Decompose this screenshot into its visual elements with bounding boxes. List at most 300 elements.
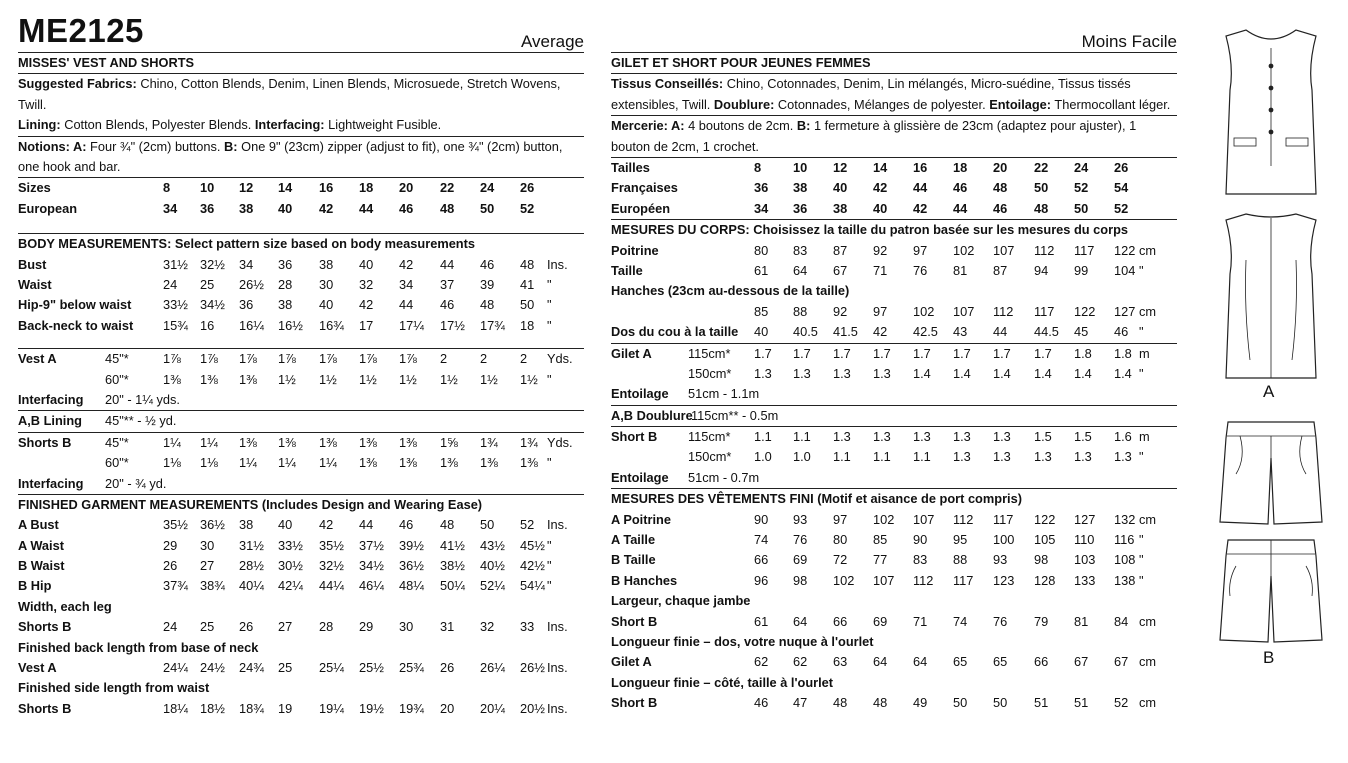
shorts-yardage-row-cell: 1¼ <box>200 434 218 450</box>
europeen-row-cell: 44 <box>953 200 968 216</box>
body-row-cell: 17 <box>359 317 374 333</box>
body-row <box>18 295 584 315</box>
vest-yardage-row-fr-cell: 1.3 <box>833 365 851 381</box>
vest-yardage-row-cell: 1½ <box>319 371 337 387</box>
body-row-cell: 40 <box>359 256 374 272</box>
finished-row-fr-cell: 107 <box>873 572 895 588</box>
shorts-yardage-row-cell: 1¼ <box>163 434 181 450</box>
header <box>18 0 584 52</box>
finished-row-cell: 31½ <box>239 537 264 553</box>
shorts-yardage-row-cell: 1¼ <box>278 455 296 471</box>
shorts-yardage-row-fr-cell: 1.3 <box>913 429 931 445</box>
shorts-yardage-row-cell: 1⅜ <box>399 455 417 471</box>
body-row-label: Waist <box>18 276 52 292</box>
sizes-row-fr-cell: 18 <box>953 160 968 176</box>
finished-row-fr-cell: 93 <box>793 511 808 527</box>
finished-row-cell: 28½ <box>239 558 264 574</box>
pattern-title-fr: GILET ET SHORT POUR JEUNES FEMMES <box>611 55 871 70</box>
sizes-row-fr-cell: 22 <box>1034 160 1049 176</box>
shorts-yardage-row-fr-cell: 1.3 <box>1114 449 1132 465</box>
width-leg-row-fr-cell: 71 <box>913 613 928 629</box>
finished-row-fr-cell: 116 <box>1114 532 1135 548</box>
back-row-fr <box>611 322 1177 342</box>
shorts-yardage-row-unit: " <box>547 455 552 471</box>
vest-yardage-row-fr-cell: 1.7 <box>873 345 891 361</box>
body-row-fr-cell: 76 <box>913 262 928 278</box>
body-row-cell: 33½ <box>163 297 188 313</box>
body-row-cell: 34 <box>399 276 414 292</box>
europeen-row-cell: 46 <box>993 200 1008 216</box>
finished-row-fr-cell: 112 <box>913 572 934 588</box>
vest-yardage-row-cell: 1½ <box>278 371 296 387</box>
body-row-cell: 32 <box>359 276 374 292</box>
side-length-row-fr <box>611 693 1177 713</box>
vest-yardage-row-cell: 1⅜ <box>239 371 257 387</box>
body-row-fr-cell: 81 <box>953 262 968 278</box>
finished-row-fr-cell: 83 <box>913 552 928 568</box>
sizes-row <box>18 178 584 198</box>
francaises-row-cell: 50 <box>1034 180 1049 196</box>
francaises-row-label: Françaises <box>611 180 678 196</box>
body-row-cell: 38 <box>319 256 334 272</box>
back-length-row-fr-unit: cm <box>1139 654 1157 670</box>
sizes-row-cell: 8 <box>163 180 171 196</box>
vest-yardage-row-fr-cell: 1.7 <box>833 345 851 361</box>
french-column <box>611 0 1177 714</box>
body-row-unit: Ins. <box>547 256 568 272</box>
sizes-row-cell: 22 <box>440 180 455 196</box>
pattern-code: ME2125 <box>18 12 144 49</box>
finished-row-fr-cell: 100 <box>993 532 1015 548</box>
back-row-fr-cell: 44 <box>993 324 1008 340</box>
back-length-row-cell: 26½ <box>520 660 545 676</box>
side-length-heading-label: Finished side length from waist <box>18 680 210 696</box>
body-row-fr-cell: 92 <box>873 242 888 258</box>
shorts-yardage-row-cell: 1⅜ <box>520 455 538 471</box>
finished-row-fr-cell: 66 <box>754 552 769 568</box>
vest-interfacing-row-fr-label: Entoilage <box>611 386 669 402</box>
back-length-heading-label: Finished back length from base of neck <box>18 639 259 655</box>
europeen-row-cell: 42 <box>913 200 928 216</box>
finished-row-fr-cell: 102 <box>873 511 895 527</box>
body-row-fr-unit: " <box>1139 262 1144 278</box>
body-row-cell: 44 <box>440 256 455 272</box>
body-row-cell: 28 <box>278 276 293 292</box>
side-length-row-cell: 20 <box>440 700 455 716</box>
european-row-label: European <box>18 200 78 216</box>
back-row-fr-unit: " <box>1139 324 1144 340</box>
body-row-cell: 16¼ <box>239 317 264 333</box>
finished-row-fr-cell: 128 <box>1034 572 1056 588</box>
francaises-row-cell: 44 <box>913 180 928 196</box>
finished-row-cell: 43½ <box>480 537 505 553</box>
finished-row-fr-unit: " <box>1139 532 1144 548</box>
shorts-yardage-row-fr-label: Short B <box>611 429 658 445</box>
vest-yardage-row-fr-cell: 1.7 <box>793 345 811 361</box>
finished-row-cell: 46¼ <box>359 578 384 594</box>
finished-row-fr-cell: 88 <box>953 552 968 568</box>
back-length-heading-fr-label: Longueur finie – dos, votre nuque à l'ourlet <box>611 634 874 649</box>
width-leg-row-fr-cell: 81 <box>1074 613 1089 629</box>
shorts-yardage-row-label: Shorts B <box>18 434 72 450</box>
shorts-yardage-row-cell: 1¾ <box>480 434 498 450</box>
finished-row-cell: 50¼ <box>440 578 465 594</box>
finished-row-cell: 30 <box>200 537 215 553</box>
finished-row-cell: 54¼ <box>520 578 545 594</box>
francaises-row-cell: 48 <box>993 180 1008 196</box>
back-row-fr-cell: 42.5 <box>913 324 938 340</box>
vest-yardage-row-cell: 1⅞ <box>239 351 257 367</box>
finished-row-cell: 42½ <box>520 558 545 574</box>
finished-row <box>18 576 584 596</box>
body-row-cell: 39 <box>480 276 495 292</box>
pattern-title: MISSES' VEST AND SHORTS <box>18 55 195 70</box>
shorts-interfacing-row-fr <box>611 468 1177 488</box>
vest-yardage-row-cell: 1½ <box>520 371 538 387</box>
shorts-yardage-row-unit: Yds. <box>547 434 573 450</box>
body-row-fr-cell: 104 <box>1114 262 1136 278</box>
side-length-row-fr-cell: 49 <box>913 695 928 711</box>
finished-row-cell: 48¼ <box>399 578 424 594</box>
sizes-row-fr-cell: 12 <box>833 160 848 176</box>
shorts-yardage-row-fr-cell: 1.3 <box>1074 449 1092 465</box>
side-length-heading-fr-label: Longueur finie – côté, taille à l'ourlet <box>611 674 834 690</box>
sizes-row-cell: 12 <box>239 180 254 196</box>
shorts-yardage-row-cell: 1⅜ <box>239 434 257 450</box>
shorts-yardage-row-fr-cell: 1.1 <box>793 429 811 445</box>
back-row-fr-cell: 44.5 <box>1034 324 1059 340</box>
european-row-cell: 34 <box>163 200 178 216</box>
shorts-yardage-row-cell: 1⅜ <box>399 434 417 450</box>
finished-row-fr <box>611 571 1177 591</box>
sizes-row-cell: 26 <box>520 180 535 196</box>
back-length-row-fr-cell: 62 <box>793 654 808 670</box>
width-leg-row-label: Shorts B <box>18 619 72 635</box>
finished-row-cell: 32½ <box>319 558 344 574</box>
vest-yardage-row-fr-cell: 1.4 <box>1034 365 1052 381</box>
body-row-cell: 15¾ <box>163 317 188 333</box>
finished-row-fr-cell: 90 <box>913 532 928 548</box>
hip-row-fr <box>611 302 1177 322</box>
vest-interfacing-row-width: 20" - 1¼ yds. <box>105 391 180 407</box>
body-row-fr-unit: cm <box>1139 242 1157 258</box>
body-row-cell: 17¾ <box>480 317 505 333</box>
back-length-row-fr-cell: 62 <box>754 654 769 670</box>
body-row-cell: 34½ <box>200 297 225 313</box>
shorts-yardage-row-fr-cell: 1.3 <box>953 429 971 445</box>
europeen-row-label: Européen <box>611 200 671 216</box>
finished-row-fr-cell: 80 <box>833 532 848 548</box>
back-length-row-cell: 25¼ <box>319 660 344 676</box>
finished-row-fr-cell: 72 <box>833 552 848 568</box>
finished-row-cell: 39½ <box>399 537 424 553</box>
finished-row-fr-label: A Poitrine <box>611 511 671 527</box>
body-row-fr-cell: 87 <box>993 262 1008 278</box>
hip-row-fr-cell: 92 <box>833 303 848 319</box>
lining-row: A,B Lining 45"** - ½ yd. <box>18 413 177 429</box>
vest-yardage-row-cell: 1⅜ <box>163 371 181 387</box>
side-length-row-fr-cell: 52 <box>1114 695 1129 711</box>
body-row-cell: 16 <box>200 317 215 333</box>
width-leg-row-cell: 26 <box>239 619 254 635</box>
shorts-yardage-row-cell: 1⅜ <box>359 434 377 450</box>
hip-row-fr-cell: 117 <box>1034 303 1055 319</box>
back-row-fr-label: Dos du cou à la taille <box>611 324 739 340</box>
finished-row-fr-label: B Hanches <box>611 572 678 588</box>
body-row-cell: 16½ <box>278 317 303 333</box>
back-length-row-fr-cell: 65 <box>993 654 1008 670</box>
back-length-row-label: Vest A <box>18 660 57 676</box>
body-row-unit: " <box>547 276 552 292</box>
finished-row-fr-cell: 76 <box>793 532 808 548</box>
side-length-row-cell: 19¾ <box>399 700 424 716</box>
sizes-row-fr-cell: 20 <box>993 160 1008 176</box>
sizes-row-fr-cell: 26 <box>1114 160 1129 176</box>
shorts-yardage-row-cell: 1⅜ <box>480 455 498 471</box>
shorts-yardage-row <box>18 453 584 473</box>
finished-row-fr-cell: 112 <box>953 511 974 527</box>
sizes-row-cell: 14 <box>278 180 293 196</box>
back-length-row-fr <box>611 652 1177 672</box>
vest-yardage-row-cell: 1⅜ <box>200 371 218 387</box>
side-length-row-fr-unit: cm <box>1139 695 1157 711</box>
back-length-row-fr-cell: 64 <box>913 654 928 670</box>
back-length-row-fr-cell: 66 <box>1034 654 1049 670</box>
back-length-row <box>18 658 584 678</box>
francaises-row-cell: 46 <box>953 180 968 196</box>
finished-row-fr-cell: 103 <box>1074 552 1096 568</box>
width-leg-row-fr-cell: 84 <box>1114 613 1129 629</box>
finished-row <box>18 536 584 556</box>
vest-yardage-row-fr-cell: 1.3 <box>873 365 891 381</box>
european-row-cell: 52 <box>520 200 535 216</box>
side-length-row-fr-cell: 51 <box>1074 695 1089 711</box>
europeen-row-cell: 50 <box>1074 200 1089 216</box>
finished-row-label: A Waist <box>18 537 64 553</box>
shorts-yardage-row-fr-cell: 1.0 <box>793 449 811 465</box>
shorts-yardage-row-fr <box>611 447 1177 467</box>
shorts-yardage-row-fr-cell: 1.5 <box>1074 429 1092 445</box>
width-leg-row-cell: 31 <box>440 619 455 635</box>
back-length-row-fr-cell: 67 <box>1114 654 1129 670</box>
vest-front-illustration <box>1216 26 1326 198</box>
shorts-yardage-row-fr-cell: 1.0 <box>754 449 772 465</box>
vest-yardage-row-cell: 1⅞ <box>278 351 296 367</box>
finished-row-cell: 29 <box>163 537 178 553</box>
europeen-row-cell: 34 <box>754 200 769 216</box>
body-row-fr-cell: 97 <box>913 242 928 258</box>
hip-row-fr-cell: 112 <box>993 303 1014 319</box>
finished-row <box>18 515 584 535</box>
body-row-cell: 26½ <box>239 276 264 292</box>
body-row-cell: 50 <box>520 297 535 313</box>
finished-row-cell: 52¼ <box>480 578 505 594</box>
finished-row-cell: 42 <box>319 517 334 533</box>
finished-row-fr-cell: 108 <box>1114 552 1136 568</box>
europeen-row-cell: 36 <box>793 200 808 216</box>
vest-yardage-row-fr-width: 115cm* <box>688 345 731 361</box>
shorts-front-illustration <box>1216 418 1326 528</box>
finished-row-fr-cell: 77 <box>873 552 888 568</box>
side-length-heading-fr <box>611 673 1177 693</box>
body-row-label: Bust <box>18 256 47 272</box>
width-leg-row <box>18 617 584 637</box>
body-row-fr-cell: 99 <box>1074 262 1089 278</box>
finished-row-fr-label: A Taille <box>611 532 656 548</box>
vest-yardage-row-fr-cell: 1.4 <box>913 365 931 381</box>
shorts-yardage-row-fr-width: 150cm* <box>688 449 732 465</box>
vest-yardage-row-fr-cell: 1.4 <box>953 365 971 381</box>
back-length-row-cell: 24¼ <box>163 660 188 676</box>
vest-yardage-row-cell: 1½ <box>359 371 377 387</box>
side-length-row-fr-cell: 47 <box>793 695 808 711</box>
body-row-cell: 17¼ <box>399 317 424 333</box>
hip-heading-fr <box>611 281 1177 301</box>
finished-row-fr <box>611 510 1177 530</box>
shorts-yardage-row-cell: 1⅜ <box>440 455 458 471</box>
body-row-cell: 46 <box>480 256 495 272</box>
lining-row-fr: A,B Doublure 115cm** - 0.5m <box>611 407 779 423</box>
width-leg-row-fr-cell: 76 <box>993 613 1008 629</box>
side-length-row-unit: Ins. <box>547 700 568 716</box>
width-leg-row-fr <box>611 612 1177 632</box>
back-length-heading <box>18 638 584 658</box>
body-row-fr-label: Poitrine <box>611 242 659 258</box>
width-leg-row-cell: 28 <box>319 619 334 635</box>
finished-row-fr-label: B Taille <box>611 552 656 568</box>
width-leg-heading <box>18 597 584 617</box>
finished-row-cell: 46 <box>399 517 414 533</box>
vest-yardage-row-width: 45"* <box>105 351 129 367</box>
back-length-row-cell: 26 <box>440 660 455 676</box>
finished-row-fr-cell: 102 <box>833 572 855 588</box>
shorts-yardage-row <box>18 433 584 453</box>
side-length-row <box>18 699 584 719</box>
back-length-row-cell: 24¾ <box>239 660 264 676</box>
shorts-yardage-row-cell: 1¼ <box>239 455 257 471</box>
finished-row-fr-cell: 90 <box>754 511 769 527</box>
width-leg-heading-fr <box>611 591 1177 611</box>
body-row-fr-cell: 87 <box>833 242 848 258</box>
finished-row-label: B Waist <box>18 558 65 574</box>
finished-title-fr: MESURES DES VÊTEMENTS FINI (Motif et aisance de port compris) <box>611 491 1022 507</box>
body-row-cell: 24 <box>163 276 178 292</box>
finished-row-fr-cell: 105 <box>1034 532 1056 548</box>
finished-row-cell: 44¼ <box>319 578 344 594</box>
back-length-row-cell: 24½ <box>200 660 225 676</box>
finished-title: FINISHED GARMENT MEASUREMENTS (Includes Design and Wearing Ease) <box>18 496 483 512</box>
shorts-yardage-row-fr-cell: 1.3 <box>873 429 891 445</box>
vest-yardage-row-fr <box>611 344 1177 364</box>
shorts-interfacing-row <box>18 474 584 494</box>
body-row-cell: 18 <box>520 317 535 333</box>
finished-row-cell: 35½ <box>163 517 188 533</box>
finished-row-fr-cell: 74 <box>754 532 769 548</box>
shorts-interfacing-row-fr-label: Entoilage <box>611 469 669 485</box>
vest-yardage-row-cell: 1⅞ <box>359 351 377 367</box>
body-row-cell: 34 <box>239 256 254 272</box>
vest-yardage-row-fr-cell: 1.7 <box>993 345 1011 361</box>
body-row-cell: 31½ <box>163 256 188 272</box>
finished-row-cell: 50 <box>480 517 495 533</box>
francaises-row-cell: 54 <box>1114 180 1129 196</box>
finished-row-fr-cell: 98 <box>793 572 808 588</box>
side-length-row-fr-cell: 48 <box>873 695 888 711</box>
finished-row-fr-cell: 138 <box>1114 572 1136 588</box>
finished-row-cell: 38¾ <box>200 578 225 594</box>
body-row-cell: 17½ <box>440 317 465 333</box>
shorts-yardage-row-fr-cell: 1.5 <box>1034 429 1052 445</box>
sizes-row-cell: 24 <box>480 180 495 196</box>
vest-yardage-row-cell: 2 <box>520 351 528 367</box>
side-length-row-cell: 18½ <box>200 700 225 716</box>
body-row-fr-cell: 71 <box>873 262 888 278</box>
body-row-cell: 16¾ <box>319 317 344 333</box>
body-row-unit: " <box>547 317 552 333</box>
hip-heading-fr-label: Hanches (23cm au-dessous de la taille) <box>611 283 850 299</box>
width-leg-row-unit: Ins. <box>547 619 568 635</box>
european-row-cell: 36 <box>200 200 215 216</box>
body-row-cell: 37 <box>440 276 455 292</box>
finished-row-cell: 40¼ <box>239 578 264 594</box>
body-row-unit: " <box>547 297 552 313</box>
hip-row-fr-cell: 97 <box>873 303 888 319</box>
shorts-yardage-row-fr-cell: 1.6 <box>1114 429 1132 445</box>
body-measurements-title: BODY MEASUREMENTS: Select pattern size based on body measurements <box>18 236 476 252</box>
body-row-cell: 46 <box>440 297 455 313</box>
shorts-yardage-row-fr-cell: 1.3 <box>993 429 1011 445</box>
width-leg-row-fr-cell: 74 <box>953 613 968 629</box>
vest-yardage-row-fr-label: Gilet A <box>611 345 652 361</box>
finished-row-fr-cell: 96 <box>754 572 769 588</box>
body-row-fr-cell: 107 <box>993 242 1015 258</box>
body-row-cell: 48 <box>520 256 535 272</box>
hip-row-fr-unit: cm <box>1139 303 1157 319</box>
finished-row-cell: 48 <box>440 517 455 533</box>
vest-yardage-row-unit: Yds. <box>547 351 573 367</box>
francaises-row-cell: 42 <box>873 180 888 196</box>
body-row-fr <box>611 241 1177 261</box>
body-row-cell: 36 <box>278 256 293 272</box>
shorts-yardage-row-fr-cell: 1.3 <box>833 429 851 445</box>
finished-row-cell: 38 <box>239 517 254 533</box>
vest-yardage-row-cell: 1½ <box>399 371 417 387</box>
side-length-row-fr-cell: 50 <box>953 695 968 711</box>
body-row <box>18 316 584 336</box>
back-length-row-fr-cell: 67 <box>1074 654 1089 670</box>
finished-row-cell: 40 <box>278 517 293 533</box>
back-length-row-unit: Ins. <box>547 660 568 676</box>
body-row-cell: 36 <box>239 297 254 313</box>
shorts-yardage-row-cell: 1⅛ <box>163 455 181 471</box>
vest-interfacing-row-label: Interfacing <box>18 391 84 407</box>
shorts-yardage-row-fr-cell: 1.3 <box>953 449 971 465</box>
back-length-row-fr-cell: 63 <box>833 654 848 670</box>
width-leg-row-cell: 32 <box>480 619 495 635</box>
sizes-row-fr-cell: 16 <box>913 160 928 176</box>
fabrics-block-fr: Tissus Conseillés: Chino, Cotonnades, Denim, Lin mélangés, Micro-suédine, Tissus tissés extensibles, Twill. Doublure: Cotonnades, Mélanges de polyester. Entoilage: Thermocollant léger. <box>611 76 1171 112</box>
finished-row-fr-cell: 107 <box>913 511 935 527</box>
finished-row-cell: 36½ <box>399 558 424 574</box>
back-row-fr-cell: 46 <box>1114 324 1129 340</box>
width-leg-row-fr-cell: 79 <box>1034 613 1049 629</box>
finished-row-fr-cell: 122 <box>1034 511 1056 527</box>
finished-row-cell: 38½ <box>440 558 465 574</box>
sizes-row-cell: 18 <box>359 180 374 196</box>
finished-row-cell: 42¼ <box>278 578 303 594</box>
finished-row-fr <box>611 550 1177 570</box>
body-row-label: Back-neck to waist <box>18 317 134 333</box>
